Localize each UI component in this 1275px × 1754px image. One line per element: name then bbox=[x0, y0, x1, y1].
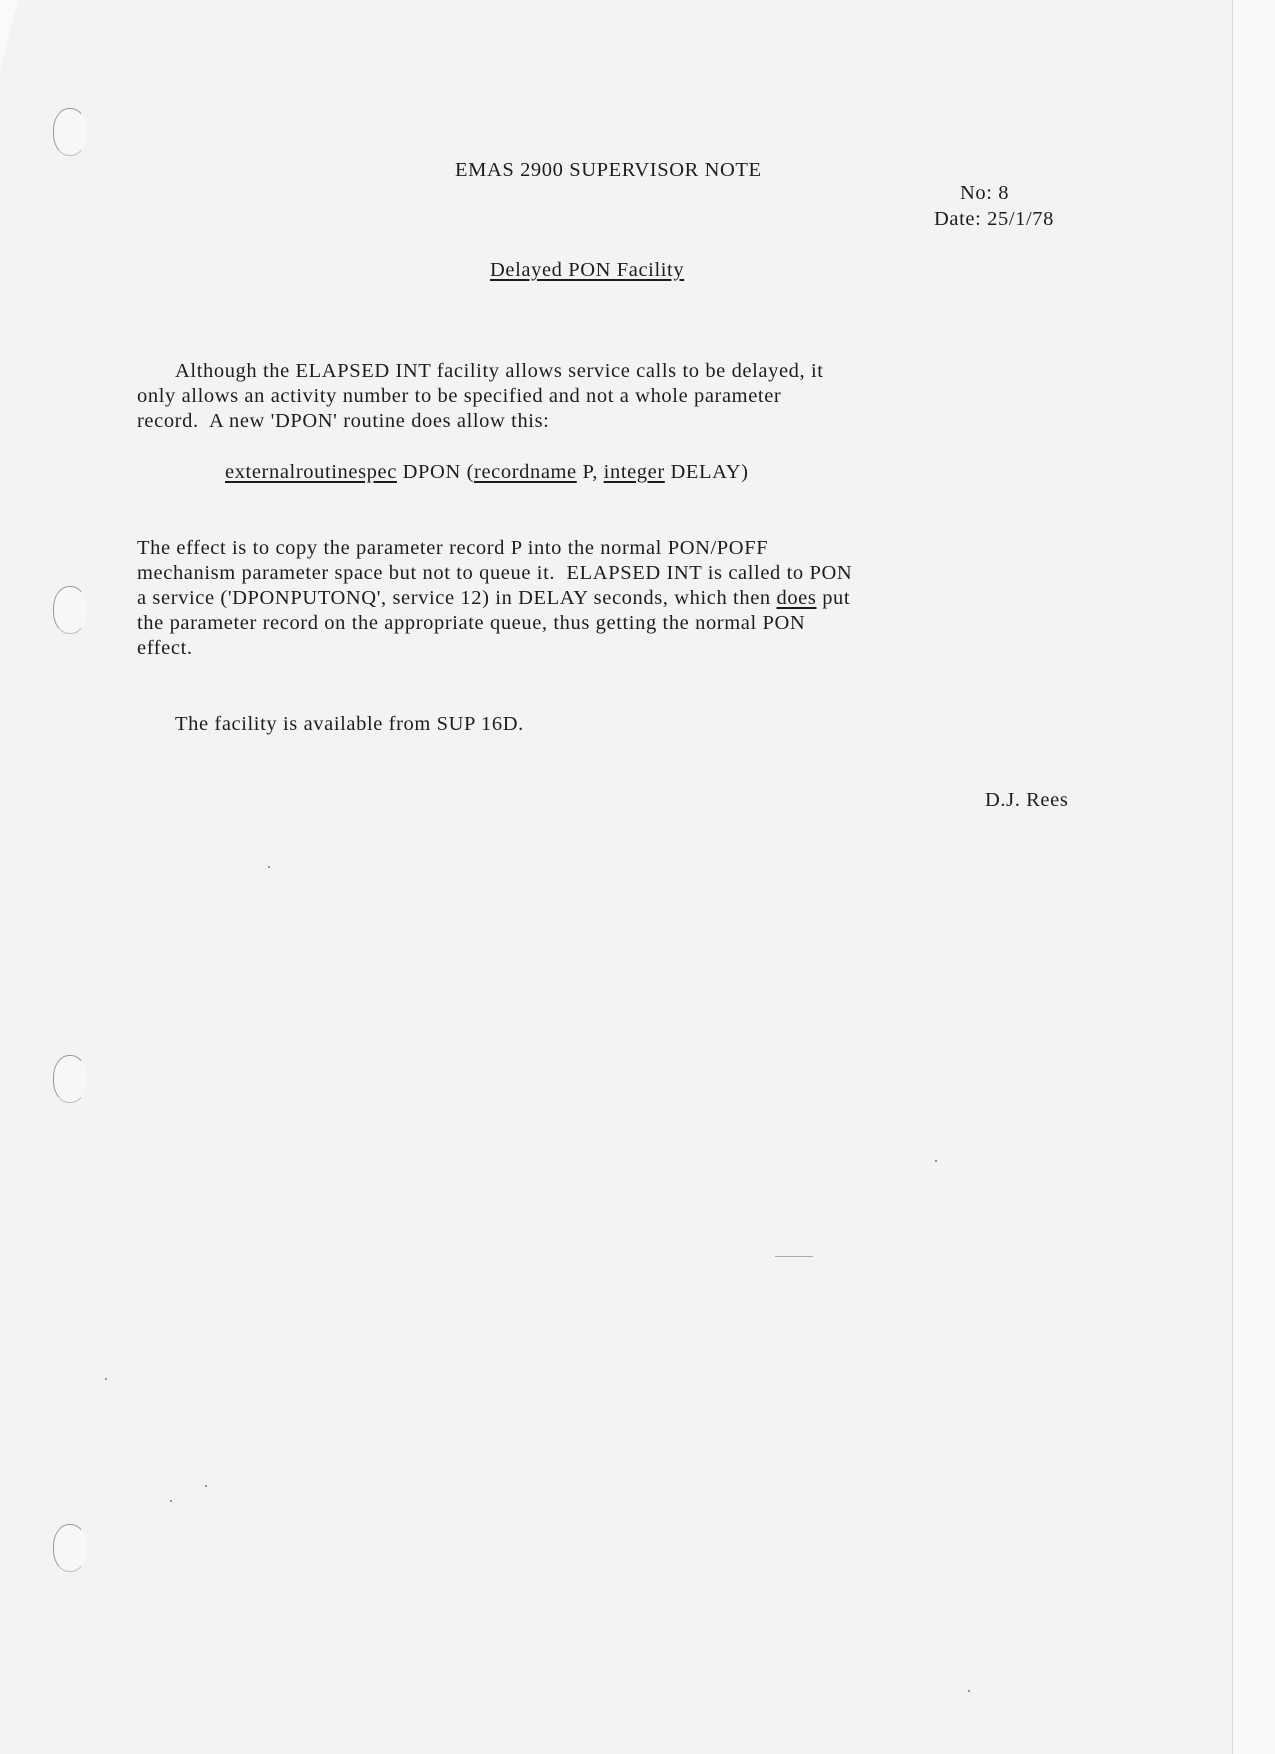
routine-spec-line bbox=[225, 460, 749, 485]
keyword-recordname: recordname bbox=[474, 461, 577, 483]
paragraph2-line: The effect is to copy the parameter record P into the normal PON/POFF bbox=[137, 537, 769, 559]
text-fragment: a service ('DPONPUTONQ', service 12) in DELAY seconds, which then bbox=[137, 587, 777, 609]
paragraph1-line: only allows an activity number to be specified and not a whole parameter bbox=[137, 385, 782, 407]
paragraph2-line: effect. bbox=[137, 637, 193, 659]
code-fragment: P, bbox=[576, 461, 604, 483]
text-fragment: put bbox=[816, 587, 851, 609]
author-signature: D.J. Rees bbox=[985, 789, 1069, 811]
availability-paragraph: The facility is available from SUP 16D. bbox=[175, 713, 524, 735]
paper-mark bbox=[775, 1256, 813, 1257]
emphasis-does: does bbox=[776, 587, 817, 609]
code-fragment: DPON ( bbox=[396, 461, 475, 483]
code-fragment: DELAY) bbox=[664, 461, 749, 483]
keyword-integer: integer bbox=[603, 461, 665, 483]
keyword-externalroutinespec: externalroutinespec bbox=[225, 461, 397, 483]
punch-hole bbox=[53, 108, 87, 156]
paragraph1-line: Although the ELAPSED INT facility allows service calls to be delayed, it bbox=[175, 360, 824, 382]
document-heading: EMAS 2900 SUPERVISOR NOTE bbox=[455, 159, 762, 181]
paper-speck bbox=[935, 1160, 937, 1162]
punch-hole bbox=[53, 586, 87, 634]
paper-speck bbox=[968, 1690, 970, 1692]
paper-speck bbox=[205, 1485, 207, 1487]
note-date: Date: 25/1/78 bbox=[934, 208, 1054, 230]
page-corner-fold bbox=[0, 0, 18, 70]
paragraph2-line bbox=[137, 586, 850, 611]
paragraph1-line: record. A new 'DPON' routine does allow this: bbox=[137, 410, 550, 432]
note-number: No: 8 bbox=[960, 182, 1010, 204]
paper-speck bbox=[268, 866, 270, 868]
paper-speck bbox=[170, 1500, 172, 1502]
paragraph2-line: the parameter record on the appropriate queue, thus getting the normal PON bbox=[137, 612, 806, 634]
paragraph2-line: mechanism parameter space but not to queue it. ELAPSED INT is called to PON bbox=[137, 562, 853, 584]
paper-speck bbox=[105, 1378, 107, 1380]
punch-hole bbox=[53, 1524, 87, 1572]
page-edge-strip bbox=[1232, 0, 1275, 1754]
note-title: Delayed PON Facility bbox=[490, 259, 685, 281]
punch-hole bbox=[53, 1055, 87, 1103]
